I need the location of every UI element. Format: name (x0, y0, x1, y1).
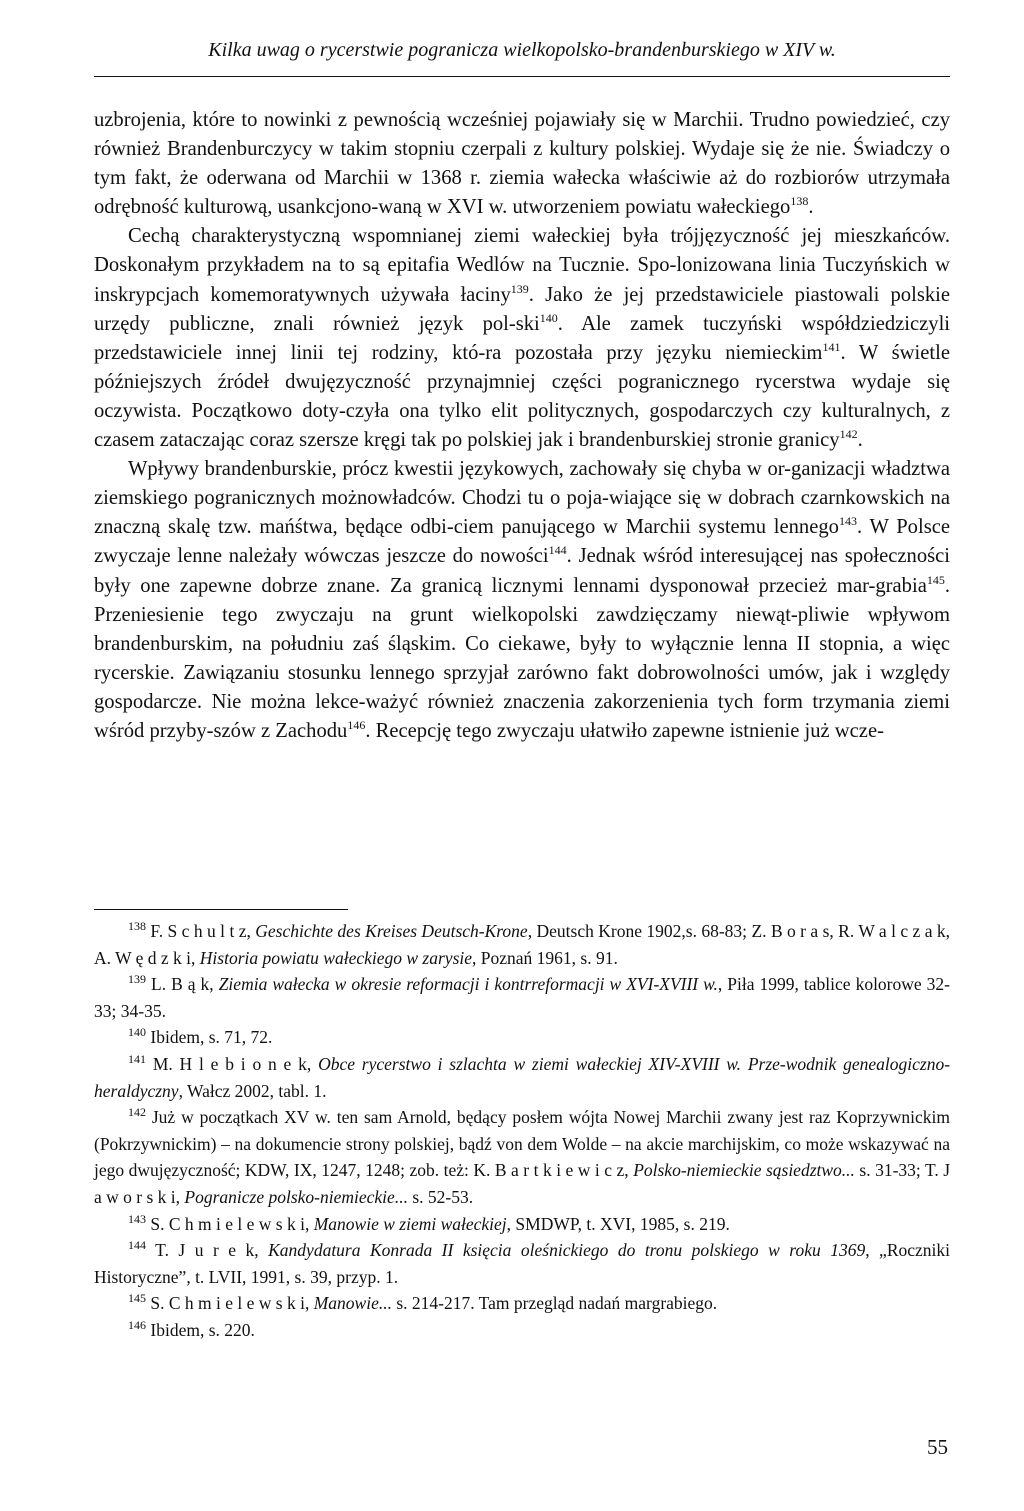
footnote-author: L. B ą k, (151, 974, 214, 995)
footnote-ref-139[interactable]: 139 (510, 281, 529, 296)
footnote-ref-140[interactable]: 140 (539, 310, 558, 325)
footnote-text: , Piła 1999, tablice kolorowe 32-33; 34-35. (94, 974, 950, 1021)
footnote-142 (94, 1104, 950, 1210)
paragraph-3-text-c: . Jednak wśród interesującej nas społeczności były one zapewne dobrze znane. Za granicą licznymi lennami dysponował przecież mar-grabia (94, 545, 950, 597)
footnote-text: , SMDWP, t. XVI, 1985, s. 219. (506, 1213, 730, 1234)
footnote-title: Geschichte des Kreises Deutsch-Krone (255, 921, 528, 941)
paragraph-2-text-b: . Jako że jej przedstawiciele piastowali polskie urzędy publiczne, znali również język pol-ski (94, 283, 950, 335)
footnote-139 (94, 971, 950, 1024)
footnote-text: s. 31-33; (859, 1160, 921, 1181)
footnote-145 (94, 1290, 950, 1317)
paragraph-2-text-c: . Ale zamek tuczyński współdziedziczyli przedstawiciele innej linii tej rodziny, któ-ra pozostała przy języku niemieckim (94, 312, 951, 364)
footnote-144 (94, 1237, 950, 1290)
footnote-author: S. C h m i e l e w s k i, (150, 1293, 310, 1314)
footnote-text: , „Roczniki Historyczne”, t. LVII, 1991, s. 39, przyp. 1. (94, 1240, 951, 1287)
footnote-author: S. C h m i e l e w s k i, (150, 1213, 310, 1234)
paragraph-3-text-b: . W Polsce zwyczaje lenne należały wówczas jeszcze do nowości (94, 516, 950, 568)
paragraph-2-text-d: . W świetle późniejszych źródeł dwujęzyczność przynajmniej części pogranicznego rycerstwa wydaje się oczywista. Początkowo doty-czyła ona tylko elit politycznych, gospodarczych czy kulturalnych, z czasem zataczając coraz szersze kręgi tak po polskiej jak i brandenburskiej stronie granicy (94, 341, 950, 452)
footnote-ref-143[interactable]: 143 (838, 514, 857, 529)
footnote-ref-138[interactable]: 138 (790, 194, 809, 209)
footnote-number: 144 (128, 1238, 146, 1253)
footnote-title: Ziemia wałecka w okresie reformacji i kontrreformacji w XVI-XVIII w. (218, 974, 718, 995)
footnote-141 (94, 1051, 950, 1104)
paragraph-3 (94, 455, 950, 746)
footnote-title: Historia powiatu wałeckiego w zarysie (199, 947, 473, 968)
footnote-title: Obce rycerstwo i szlachta w ziemi wałeckiej XIV-XVIII w. Prze-wodnik genealogiczno-heraldyczny (94, 1053, 951, 1101)
footnote-number: 139 (128, 972, 146, 987)
footnote-title: Kandydatura Konrada II księcia oleśnickiego do tronu polskiego w roku 1369 (268, 1240, 866, 1261)
footnote-146 (94, 1317, 950, 1344)
footnote-number: 145 (128, 1291, 146, 1306)
footnote-number: 141 (128, 1052, 146, 1067)
footnote-ref-141[interactable]: 141 (822, 339, 841, 354)
footnote-author: F. S c h u l t z, (150, 921, 251, 941)
footnote-140 (94, 1024, 950, 1051)
footnote-author: M. H l e b i o n e k, (152, 1053, 312, 1074)
paragraph-3-text-e: . Recepcję tego zwyczaju ułatwiło zapewne istnienie już wcze- (365, 719, 884, 742)
footnote-number: 143 (128, 1211, 146, 1226)
footnote-title: Manowie... (313, 1293, 392, 1314)
paragraph-3-text-a: Wpływy brandenburskie, prócz kwestii językowych, zachowały się chyba w or-ganizacji władztwa ziemskiego pogranicznych możnowładców. Chodzi tu o poja-wiające się w dobrach czarnkowskich na znaczną skalę tzw. mańśtwa, będące odbi-ciem panującego w Marchii systemu lennego (94, 458, 950, 539)
footnote-number: 138 (128, 919, 146, 934)
paragraph-1-text-end: . (808, 196, 814, 219)
footnote-143 (94, 1211, 950, 1238)
footnote-text: Ibidem, s. 71, 72. (150, 1027, 273, 1048)
footnote-author: T. J u r e k, (155, 1240, 259, 1261)
footnote-text: Ibidem, s. 220. (150, 1319, 255, 1340)
footnote-text: s. 214-217. Tam przegląd nadań margrabiego. (396, 1293, 718, 1314)
footnote-rule (94, 909, 348, 910)
footnote-text: Już w początkach XV w. ten sam Arnold, będący posłem wójta Nowej Marchii zwany jest raz Koprzywnickim (Pokrzywnickim) – na dokumencie strony polskiej, bądź von dem Wolde – na akcie marchijskim, co może wskazywać na jego dwujęzyczność; KDW, IX, 1247, 1248; zob. też: (94, 1107, 950, 1181)
paragraph-2 (94, 222, 950, 455)
footnote-number: 142 (128, 1105, 146, 1120)
paragraph-1 (94, 106, 950, 222)
footnote-ref-146[interactable]: 146 (347, 718, 366, 733)
header-rule (94, 76, 950, 77)
footnote-title: Pogranicze polsko-niemieckie... (184, 1186, 408, 1207)
main-text (94, 106, 950, 746)
footnote-ref-144[interactable]: 144 (548, 543, 567, 558)
paragraph-2-text-e: . (857, 429, 863, 452)
page-number: 55 (927, 1435, 948, 1459)
footnote-ref-145[interactable]: 145 (926, 572, 945, 587)
paragraph-1-text: uzbrojenia, które to nowinki z pewnością wcześniej pojawiały się w Marchii. Trudno powiedzieć, czy również Brandenburczycy w takim stopniu czerpali z kultury polskiej. Wydaje się że nie. Świadczy o tym fakt, że oderwana od Marchii w 1368 r. ziemia wałecka właściwie aż do rozbiorów utrzymała odrębność kulturową, usankcjono-waną w XVI w. utworzeniem powiatu wałeckiego (94, 109, 950, 219)
footnote-author: T. J a w o r s k i, (94, 1160, 951, 1207)
paragraph-2-text-a: Cechą charakterystyczną wspomnianej ziemi wałeckiej była trójjęzyczność jej mieszkańców. Doskonałym przykładem na to są epitafia Wedlów na Tucznie. Spo-lonizowana linia Tuczyńskich w inskrypcjach komemoratywnych używała łaciny (94, 225, 950, 306)
footnote-number: 146 (128, 1318, 146, 1333)
footnote-ref-142[interactable]: 142 (839, 427, 858, 442)
running-head: Kilka uwag o rycerstwie pogranicza wielkopolsko-brandenburskiego w XIV w. (208, 39, 836, 61)
footnote-text: s. 52-53. (412, 1186, 474, 1207)
footnote-text: , Poznań 1961, s. 91. (472, 947, 618, 968)
footnotes (94, 918, 950, 1344)
footnote-138 (94, 918, 950, 971)
footnote-author: Z. B o r a s, R. W a l c z a k, A. W ę d z k i, (94, 921, 951, 968)
footnote-title: Polsko-niemieckie sąsiedztwo... (633, 1160, 855, 1181)
footnote-text: , Deutsch Krone 1902,s. 68-83; (527, 921, 748, 941)
footnote-number: 140 (128, 1025, 146, 1040)
paragraph-3-text-d: . Przeniesienie tego zwyczaju na grunt wielkopolski zawdzięczamy niewąt-pliwie wpływom brandenburskim, na południu zaś śląskim. Co ciekawe, były to wyłącznie lenna II stopnia, a więc rycerskie. Zawiązaniu stosunku lennego sprzyjał zarówno fakt dobrowolności umów, jak i względy gospodarcze. Nie można lekce-ważyć również znaczenia zakorzenienia tych form trzymania ziemi wśród przyby-szów z Zachodu (94, 574, 950, 742)
footnote-title: Manowie w ziemi wałeckiej (313, 1213, 507, 1234)
footnote-author: K. B a r t k i e w i c z, (473, 1160, 629, 1181)
footnote-text: , Wałcz 2002, tabl. 1. (178, 1080, 327, 1101)
